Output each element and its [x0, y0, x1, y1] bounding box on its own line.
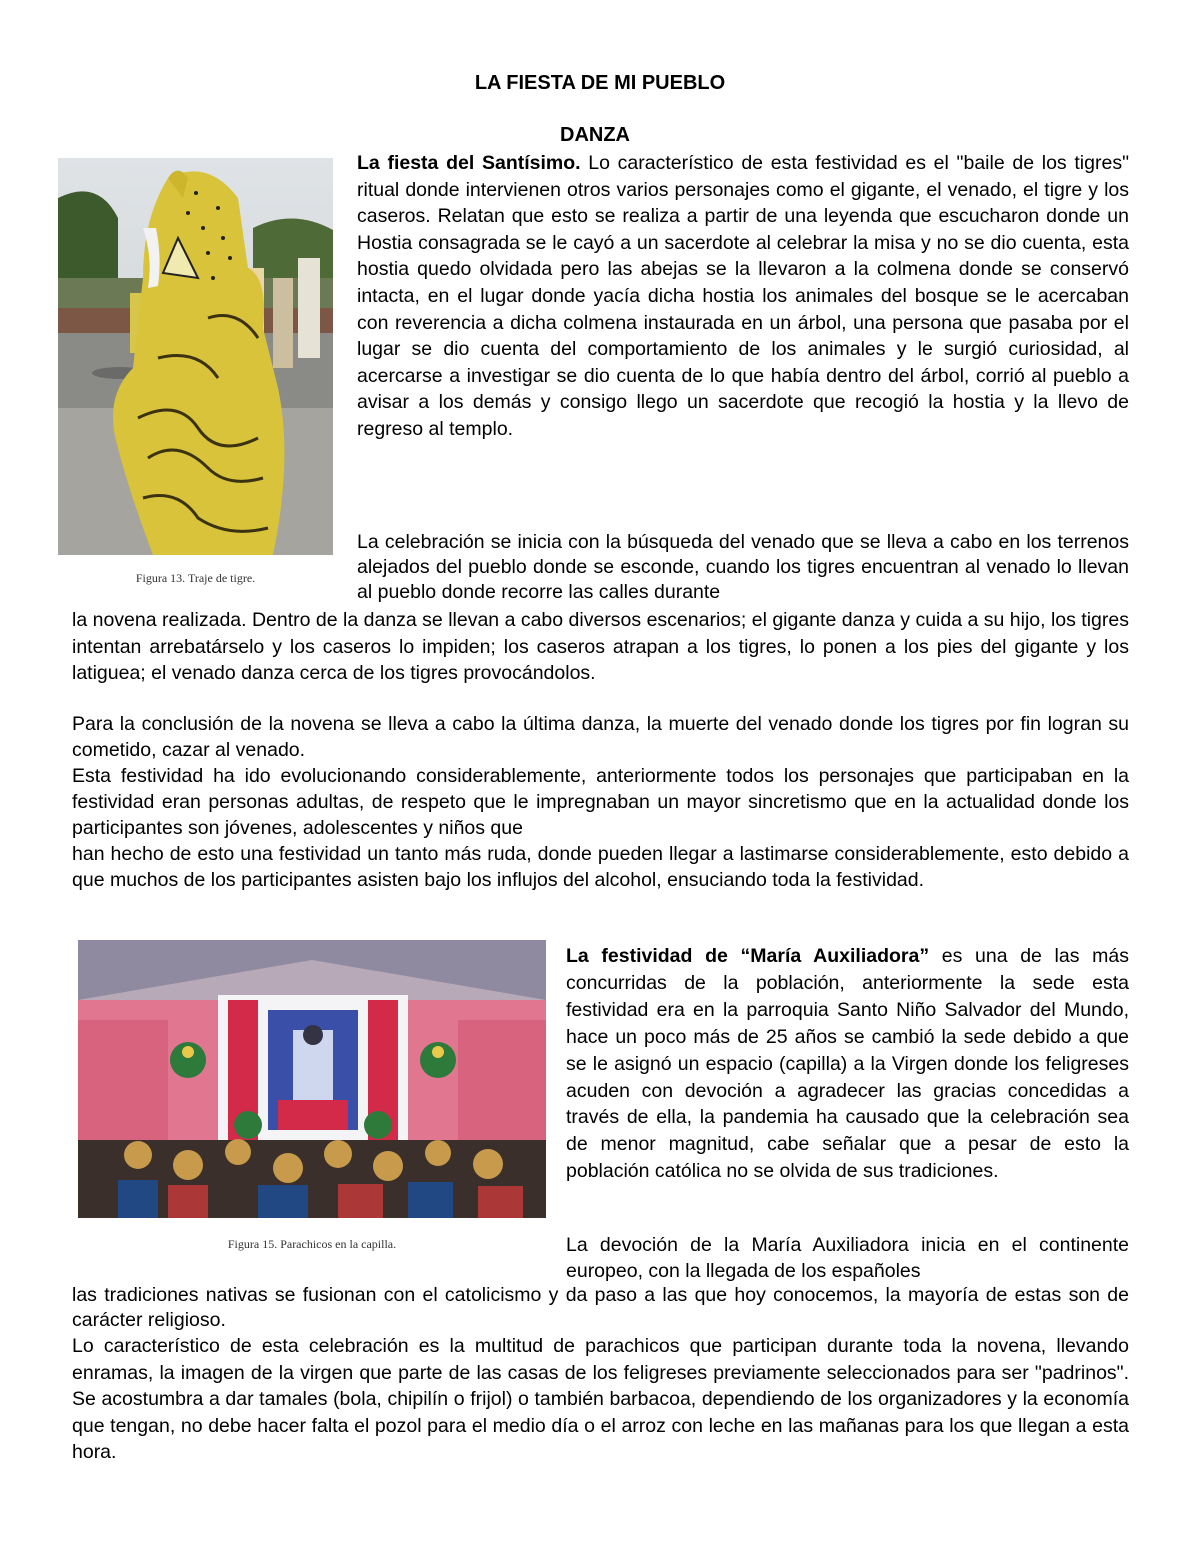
paragraph-caracteristico: Lo característico de esta celebración es la multitud de parachicos que participan durante toda la novena, llevando enramas, la imagen de la virgen que parte de las casas de los feligreses previamente seleccionados para ser "padrinos". Se acostumbra a dar tamales (bola, chipilín o frijol) o también barbacoa, dependiendo de los organizadores y la economía que tengan, no debe hacer falta el pozol para el medio día o el arroz con leche en las mañanas para los que llegan a esta hora.: [72, 1335, 1129, 1463]
paragraph-devocion-cont: las tradiciones nativas se fusionan con el catolicismo y da paso a las que hoy conocemos, la mayoría de estas son de carácter religioso.: [72, 1284, 1129, 1331]
paragraph-celebracion-start: La celebración se inicia con la búsqueda del venado que se lleva a cabo en los terrenos alejados del pueblo donde se esconde, cuando los tigres encuentran al venado lo llevan al pueblo donde recorre las calles durante: [357, 531, 1129, 603]
figure-caption: Figura 15. Parachicos en la capilla.: [227, 1237, 397, 1251]
paragraph-text: es una de las más concurridas de la población, anteriormente la sede esta festividad era en la parroquia Santo Niño Salvador del Mundo, hace un poco más de 25 años se cambió la sede debido a que se le asignó un espacio (capilla) a la Virgen donde los feligreses acuden con devoción a agradecer las gracias concedidas a través de ella, la pandemia ha causado que la celebración sea de menor magnitud, cabe señalar que a pesar de esto la población católica no se olvida de sus tradiciones.: [566, 945, 1129, 1183]
paragraph-text: Lo característico de esta festividad es el "baile de los tigres" ritual donde intervienen otros varios personajes como el gigante, el venado, el tigre y los caseros. Relatan que esto se realiza a partir de una leyenda que escucharon donde un Hostia consagrada se le cayó a un sacerdote al celebrar la misa y no se dio cuenta, esta hostia quedo olvidada pero las abejas se la llevaron a la colmena donde se conservó intacta, en el lugar donde yacía dicha hostia los animales del bosque se le acercaban con reverencia a dicha colmena instaurada en un árbol, una persona que pasaba por el lugar se dio cuenta del comportamiento de los animales y le surgió curiosidad, al acercarse a investigar se dio cuenta de lo que había dentro del árbol, corrió al pueblo a avisar a los demás y consigo llego un sacerdote que recogió la hostia y la llevo de regreso al templo.: [357, 152, 1129, 440]
paragraph-santisimo: [357, 150, 1129, 443]
paragraph-lead: La fiesta del Santísimo.: [357, 152, 581, 174]
paragraph-devocion-start: La devoción de la María Auxiliadora inicia en el continente europeo, con la llegada de los españoles: [566, 1234, 1129, 1282]
paragraph-maria-auxiliadora: [566, 943, 1129, 1185]
chapel-illustration: [78, 940, 546, 1218]
tiger-costume-illustration: [58, 158, 333, 555]
paragraph-evolucion-b: han hecho de esto una festividad un tanto más ruda, donde pueden llegar a lastimarse considerablemente, esto debido a que muchos de los participantes asisten bajo los influjos del alcohol, ensuciando toda la festividad.: [72, 843, 1129, 891]
paragraph-celebracion-cont: la novena realizada. Dentro de la danza se llevan a cabo diversos escenarios; el gigante danza y cuida a su hijo, los tigres intentan arrebatárselo y los caseros lo impiden; los caseros atrapan a los tigres, lo ponen a los pies del gigante y los latiguea; el venado danza cerca de los tigres provocándolos.: [72, 609, 1129, 684]
figure-caption: Figura 13. Traje de tigre.: [135, 571, 256, 585]
paragraph-conclusion: Para la conclusión de la novena se lleva a cabo la última danza, la muerte del venado donde los tigres por fin logran su cometido, cazar al venado.: [72, 713, 1129, 761]
paragraph-evolucion-a: Esta festividad ha ido evolucionando considerablemente, anteriormente todos los personajes que participaban en la festividad eran personas adultas, de respeto que le impregnaban un mayor sincretismo que en la actualidad donde los participantes son jóvenes, adolescentes y niños que: [72, 765, 1129, 839]
paragraph-lead: La festividad de “María Auxiliadora”: [566, 945, 930, 967]
chapel-parachicos-photo: [78, 940, 546, 1218]
page-title: LA FIESTA DE MI PUEBLO: [474, 72, 726, 94]
section-heading: DANZA: [560, 124, 630, 146]
tiger-costume-photo: [58, 158, 333, 555]
